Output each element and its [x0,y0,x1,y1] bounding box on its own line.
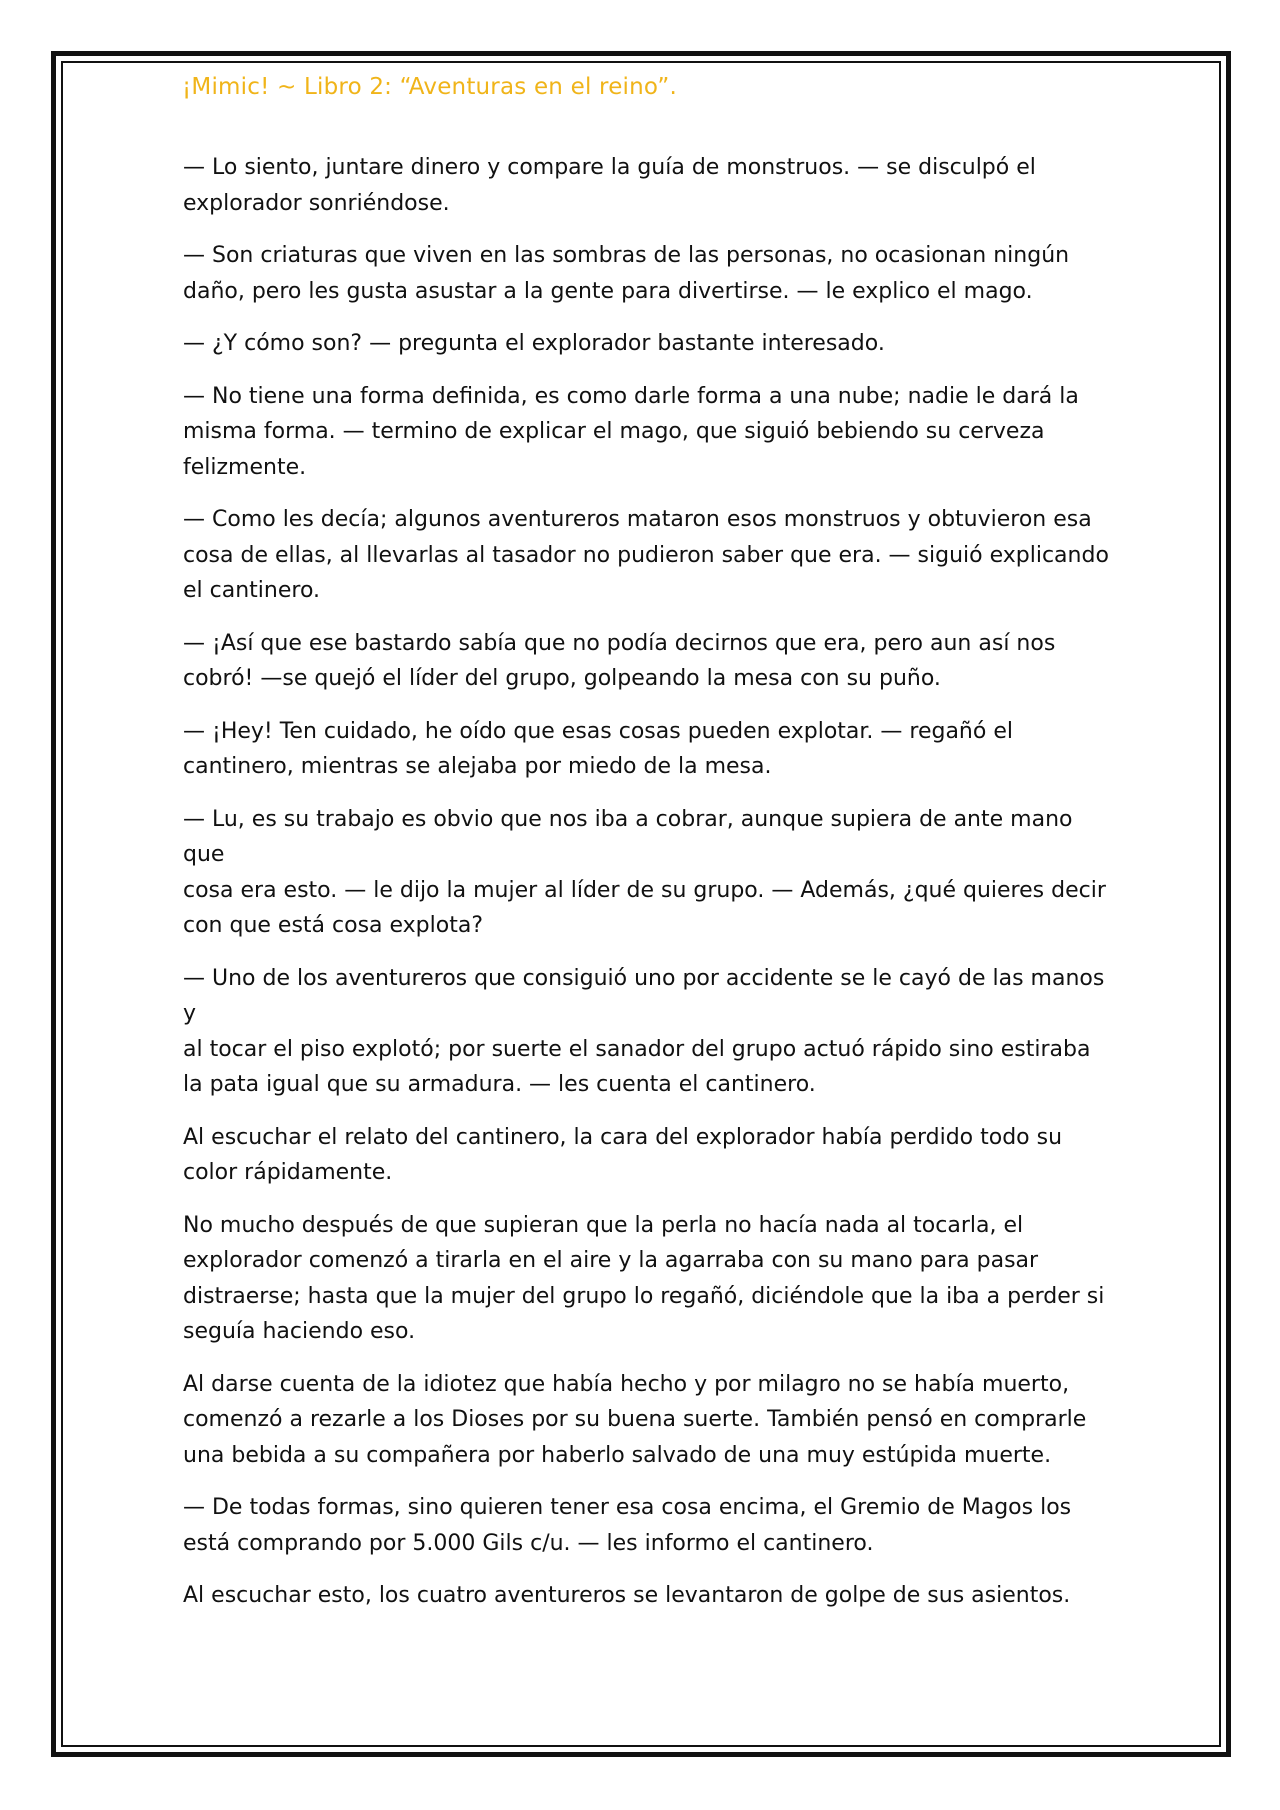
paragraph: Al escuchar el relato del cantinero, la cara del explorador había perdido todo su color rápidamente. [183,1124,1063,1185]
running-header: ¡Mimic! ~ Libro 2: “Aventuras en el reino”. [182,74,677,100]
paragraph: Al escuchar esto, los cuatro aventureros se levantaron de golpe de sus asientos. [183,1583,1071,1608]
body-text [183,150,1113,1631]
paragraph: — ¿Y cómo son? — pregunta el explorador bastante interesado. [183,331,885,356]
paragraph: — Son criaturas que viven en las sombras de las personas, no ocasionan ningún daño, pero les gusta asustar a la gente para divertirse. — le explico el mago. [183,243,1070,304]
paragraph: — No tiene una forma definida, es como darle forma a una nube; nadie le dará la misma forma. — termino de explicar el mago, que siguió bebiendo su cerveza felizmente. [183,383,1079,480]
paragraph: — ¡Así que ese bastardo sabía que no podía decirnos que era, pero aun así nos cobró! —se quejó el líder del grupo, golpeando la mesa con su puño. [183,630,1056,691]
paragraph: — Lu, es su trabajo es obvio que nos iba a cobrar, aunque supiera de ante mano que cosa era esto. — le dijo la mujer al líder de su grupo. — Además, ¿qué quieres decir con que está cosa explota? [183,806,1106,938]
paragraph: — Como les decía; algunos aventureros mataron esos monstruos y obtuvieron esa cosa de ellas, al llevarlas al tasador no pudieron saber que era. — siguió explicando el cantinero. [183,507,1109,603]
paragraph: — Uno de los aventureros que consiguió uno por accidente se le cayó de las manos y al tocar el piso explotó; por suerte el sanador del grupo actuó rápido sino estiraba la pata igual que su armadura. — les cuenta el cantinero. [183,965,1105,1097]
paragraph: Al darse cuenta de la idiotez que había hecho y por milagro no se había muerto, comenzó a rezarle a los Dioses por su buena suerte. También pensó en comprarle una bebida a su compañera por haberlo salvado de una muy estúpida muerte. [183,1371,1087,1468]
paragraph: — De todas formas, sino quieren tener esa cosa encima, el Gremio de Magos los está comprando por 5.000 Gils c/u. — les informo el cantinero. [183,1495,1072,1556]
paragraph: No mucho después de que supieran que la perla no hacía nada al tocarla, el explorador comenzó a tirarla en el aire y la agarraba con su mano para pasar distraerse; hasta que la mujer del grupo lo regañó, diciéndole que la iba a perder si seguía haciendo eso. [183,1212,1105,1344]
paragraph: — Lo siento, juntare dinero y compare la guía de monstruos. — se disculpó el explorador sonriéndose. [183,155,1036,216]
paragraph: — ¡Hey! Ten cuidado, he oído que esas cosas pueden explotar. — regañó el cantinero, mientras se alejaba por miedo de la mesa. [183,718,1013,779]
